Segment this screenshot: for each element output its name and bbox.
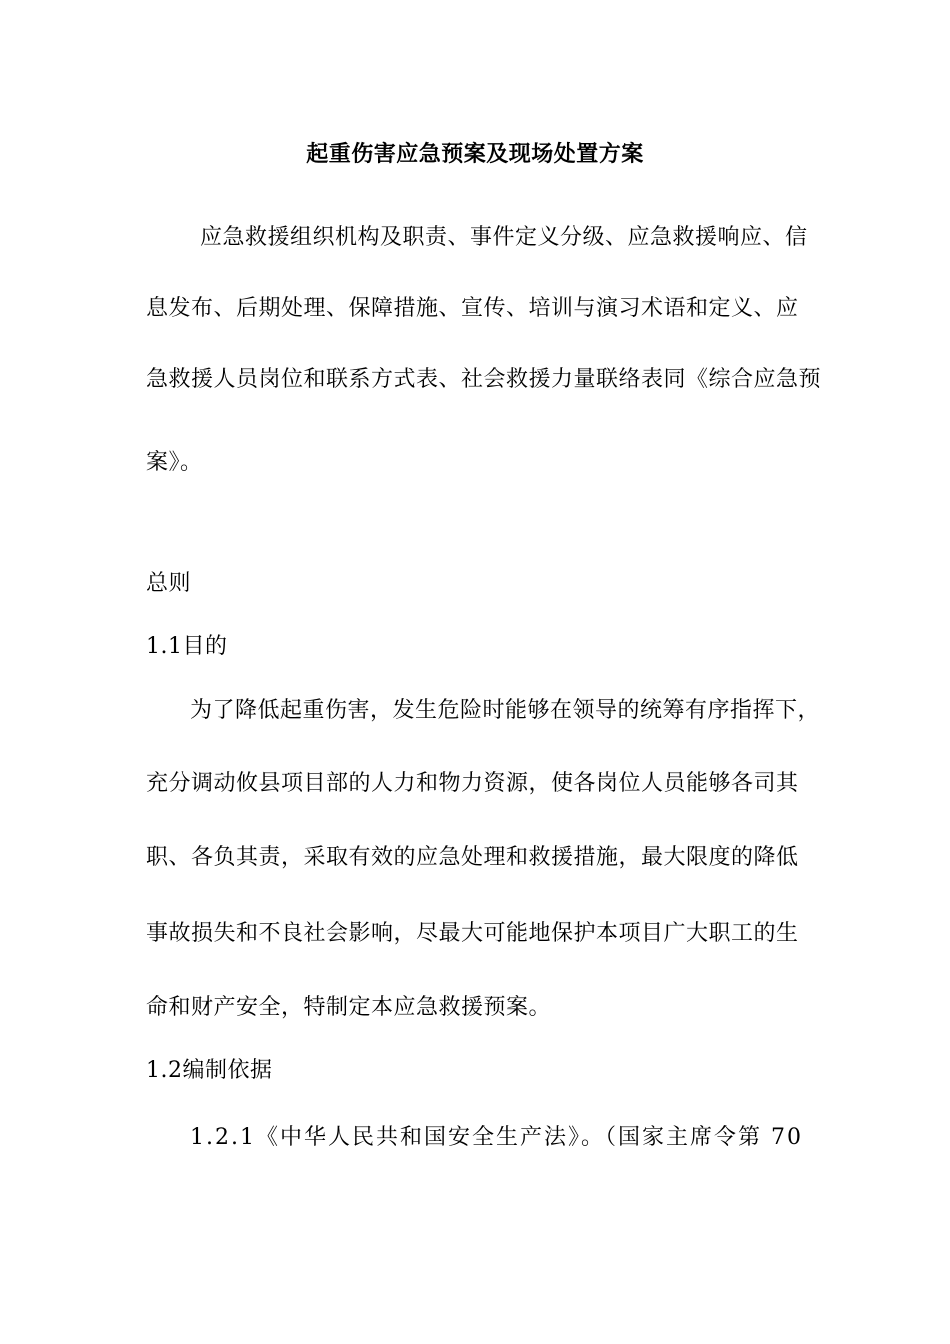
intro-line-4: 案》。 xyxy=(146,450,203,475)
section-general-heading: 总则 xyxy=(146,571,192,596)
section-1-2-heading: 1.2编制依据 xyxy=(146,1058,273,1083)
purpose-line-5: 命和财产安全，特制定本应急救援预案。 xyxy=(146,995,552,1020)
purpose-line-3: 职、各负其责，采取有效的应急处理和救援措施，最大限度的降低 xyxy=(146,845,799,870)
intro-line-1: 应急救援组织机构及职责、事件定义分级、应急救援响应、信 xyxy=(200,225,808,250)
basis-item-1: 1.2.1《中华人民共和国安全生产法》。（国家主席令第 70 xyxy=(190,1125,803,1150)
purpose-line-1: 为了降低起重伤害，发生危险时能够在领导的统筹有序指挥下， xyxy=(190,698,821,723)
purpose-line-2: 充分调动攸县项目部的人力和物力资源，使各岗位人员能够各司其 xyxy=(146,771,799,796)
purpose-line-4: 事故损失和不良社会影响，尽最大可能地保护本项目广大职工的生 xyxy=(146,921,799,946)
document-title: 起重伤害应急预案及现场处置方案 xyxy=(306,141,644,167)
section-1-1-heading: 1.1目的 xyxy=(146,634,228,659)
intro-line-3: 急救援人员岗位和联系方式表、社会救援力量联络表同《综合应急预 xyxy=(146,367,822,392)
intro-line-2: 息发布、后期处理、保障措施、宣传、培训与演习术语和定义、应 xyxy=(146,296,799,321)
